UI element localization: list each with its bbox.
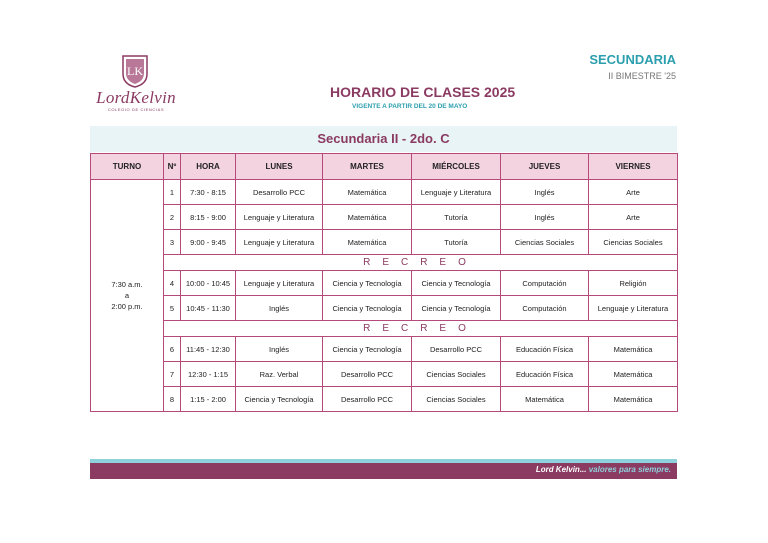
recreo-label: RECREO — [164, 321, 678, 337]
cell-jueves: Educación Física — [501, 362, 589, 387]
recreo-row — [91, 255, 678, 271]
cell-martes: Matemática — [323, 180, 412, 205]
table-row — [91, 205, 678, 230]
col-header-lunes: LUNES — [236, 154, 323, 180]
cell-miercoles: Ciencias Sociales — [412, 362, 501, 387]
cell-lunes: Lenguaje y Literatura — [236, 271, 323, 296]
period-time: 1:15 - 2:00 — [181, 387, 236, 412]
cell-viernes: Ciencias Sociales — [589, 230, 678, 255]
period-time: 10:45 - 11:30 — [181, 296, 236, 321]
footer-slogan-text: valores para siempre. — [588, 465, 671, 474]
turno-start: 7:30 a.m. — [111, 280, 143, 289]
cell-lunes: Raz. Verbal — [236, 362, 323, 387]
cell-martes: Desarrollo PCC — [323, 387, 412, 412]
cell-lunes: Desarrollo PCC — [236, 180, 323, 205]
period-time: 10:00 - 10:45 — [181, 271, 236, 296]
cell-viernes: Lenguaje y Literatura — [589, 296, 678, 321]
period-time: 11:45 - 12:30 — [181, 337, 236, 362]
cell-viernes: Matemática — [589, 387, 678, 412]
cell-martes: Ciencia y Tecnología — [323, 337, 412, 362]
period-time: 7:30 - 8:15 — [181, 180, 236, 205]
cell-lunes: Ciencia y Tecnología — [236, 387, 323, 412]
period-time: 8:15 - 9:00 — [181, 205, 236, 230]
col-header-viernes: VIERNES — [589, 154, 678, 180]
level-label: SECUNDARIA — [589, 52, 676, 67]
cell-miercoles: Ciencia y Tecnología — [412, 296, 501, 321]
col-header-jueves: JUEVES — [501, 154, 589, 180]
cell-miercoles: Ciencias Sociales — [412, 387, 501, 412]
table-row — [91, 180, 678, 205]
cell-viernes: Arte — [589, 180, 678, 205]
period-number: 8 — [164, 387, 181, 412]
cell-viernes: Religión — [589, 271, 678, 296]
period-number: 7 — [164, 362, 181, 387]
cell-martes: Desarrollo PCC — [323, 362, 412, 387]
table-row — [91, 337, 678, 362]
shield-crest-icon — [120, 54, 150, 88]
table-row — [91, 271, 678, 296]
cell-miercoles: Ciencia y Tecnología — [412, 271, 501, 296]
footer-brand: Lord Kelvin... — [535, 465, 587, 474]
period-time: 12:30 - 1:15 — [181, 362, 236, 387]
cell-jueves: Ciencias Sociales — [501, 230, 589, 255]
cell-miercoles: Tutoría — [412, 205, 501, 230]
col-header-miercoles: MIÉRCOLES — [412, 154, 501, 180]
page-title: HORARIO DE CLASES 2025 — [330, 84, 516, 100]
recreo-row — [91, 321, 678, 337]
period-number: 6 — [164, 337, 181, 362]
cell-martes: Matemática — [323, 205, 412, 230]
school-logo — [88, 54, 184, 114]
period-number: 2 — [164, 205, 181, 230]
cell-jueves: Matemática — [501, 387, 589, 412]
cell-lunes: Lenguaje y Literatura — [236, 205, 323, 230]
col-header-turno: TURNO — [91, 154, 164, 180]
col-header-martes: MARTES — [323, 154, 412, 180]
cell-martes: Matemática — [323, 230, 412, 255]
recreo-label: RECREO — [164, 255, 678, 271]
table-row — [91, 362, 678, 387]
bimester-label: II BIMESTRE '25 — [608, 71, 676, 81]
cell-viernes: Matemática — [589, 362, 678, 387]
cell-martes: Ciencia y Tecnología — [323, 296, 412, 321]
cell-miercoles: Lenguaje y Literatura — [412, 180, 501, 205]
period-number: 5 — [164, 296, 181, 321]
group-title: Secundaria II - 2do. C — [317, 131, 450, 146]
footer-slogan — [90, 465, 671, 474]
period-number: 1 — [164, 180, 181, 205]
turno-connector: a — [124, 291, 130, 300]
cell-viernes: Arte — [589, 205, 678, 230]
cell-jueves: Computación — [501, 296, 589, 321]
logo-brand-text: LordKelvin — [96, 88, 176, 107]
cell-jueves: Inglés — [501, 180, 589, 205]
cell-miercoles: Tutoría — [412, 230, 501, 255]
cell-miercoles: Desarrollo PCC — [412, 337, 501, 362]
cell-lunes: Inglés — [236, 296, 323, 321]
header-row — [91, 154, 678, 180]
table-row — [91, 230, 678, 255]
cell-jueves: Educación Física — [501, 337, 589, 362]
period-time: 9:00 - 9:45 — [181, 230, 236, 255]
schedule-table — [90, 153, 678, 412]
col-header-number: Nº — [164, 154, 181, 180]
period-number: 4 — [164, 271, 181, 296]
cell-viernes: Matemática — [589, 337, 678, 362]
cell-lunes: Inglés — [236, 337, 323, 362]
page-subtitle: VIGENTE A PARTIR DEL 20 DE MAYO — [352, 103, 468, 110]
turno-end: 2:00 p.m. — [111, 302, 143, 311]
table-row — [91, 387, 678, 412]
logo-monogram: LK — [127, 64, 143, 78]
cell-jueves: Computación — [501, 271, 589, 296]
cell-martes: Ciencia y Tecnología — [323, 271, 412, 296]
col-header-hora: HORA — [181, 154, 236, 180]
logo-tagline: COLEGIO DE CIENCIAS — [107, 107, 165, 112]
cell-jueves: Inglés — [501, 205, 589, 230]
cell-lunes: Lenguaje y Literatura — [236, 230, 323, 255]
turno-cell — [91, 180, 164, 412]
table-row — [91, 296, 678, 321]
period-number: 3 — [164, 230, 181, 255]
